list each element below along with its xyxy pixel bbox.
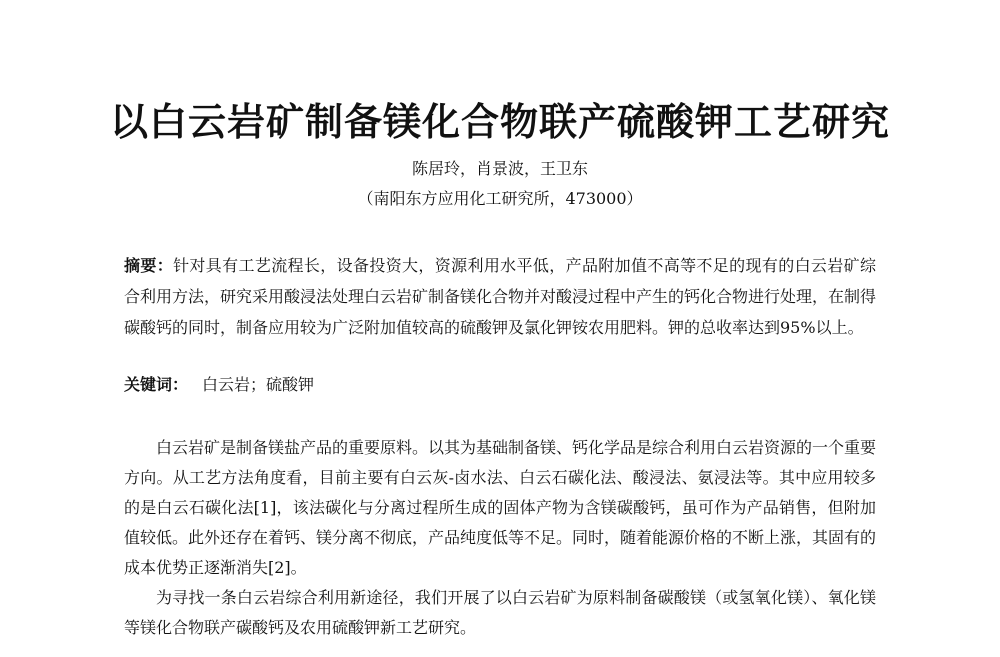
abstract-label: 摘要： xyxy=(124,256,174,275)
abstract-text: 针对具有工艺流程长，设备投资大，资源利用水平低，产品附加值不高等不足的现有的白云岩矿综合利用方法，研究采用酸浸法处理白云岩矿制备镁化合物并对酸浸过程中产生的钙化合物进行处理，在制得碳酸钙的同时，制备应用较为广泛附加值较高的硫酸钾及氯化钾铵农用肥料。钾的总收率达到95%以上。 xyxy=(124,256,877,337)
keywords-label: 关键词： xyxy=(124,375,189,394)
abstract xyxy=(124,250,876,343)
paper-title: 以白云岩矿制备镁化合物联产硫酸钾工艺研究 xyxy=(109,99,890,144)
body-text xyxy=(124,433,876,643)
keywords-text: 白云岩；硫酸钾 xyxy=(202,375,315,394)
body-paragraph-1: 白云岩矿是制备镁盐产品的重要原料。以其为基础制备镁、钙化学品是综合利用白云岩资源的一个重要方向。从工艺方法角度看，目前主要有白云灰-卤水法、白云石碳化法、酸浸法、氨浸法等。其中应用较多的是白云石碳化法[1]，该法碳化与分离过程所生成的固体产物为含镁碳酸钙，虽可作为产品销售，但附加值较低。此外还存在着钙、镁分离不彻底，产品纯度低等不足。同时，随着能源价格的不断上涨，其固有的成本优势正逐渐消失[2]。 xyxy=(124,438,877,577)
author-list: 陈居玲，肖景波，王卫东 xyxy=(411,159,588,178)
body-paragraph-2: 为寻找一条白云岩综合利用新途径，我们开展了以白云岩矿为原料制备碳酸镁（或氢氧化镁）、氧化镁等镁化合物联产碳酸钙及农用硫酸钾新工艺研究。 xyxy=(124,588,876,637)
affiliation: （南阳东方应用化工研究所，473000） xyxy=(357,189,643,208)
keywords xyxy=(124,374,876,396)
